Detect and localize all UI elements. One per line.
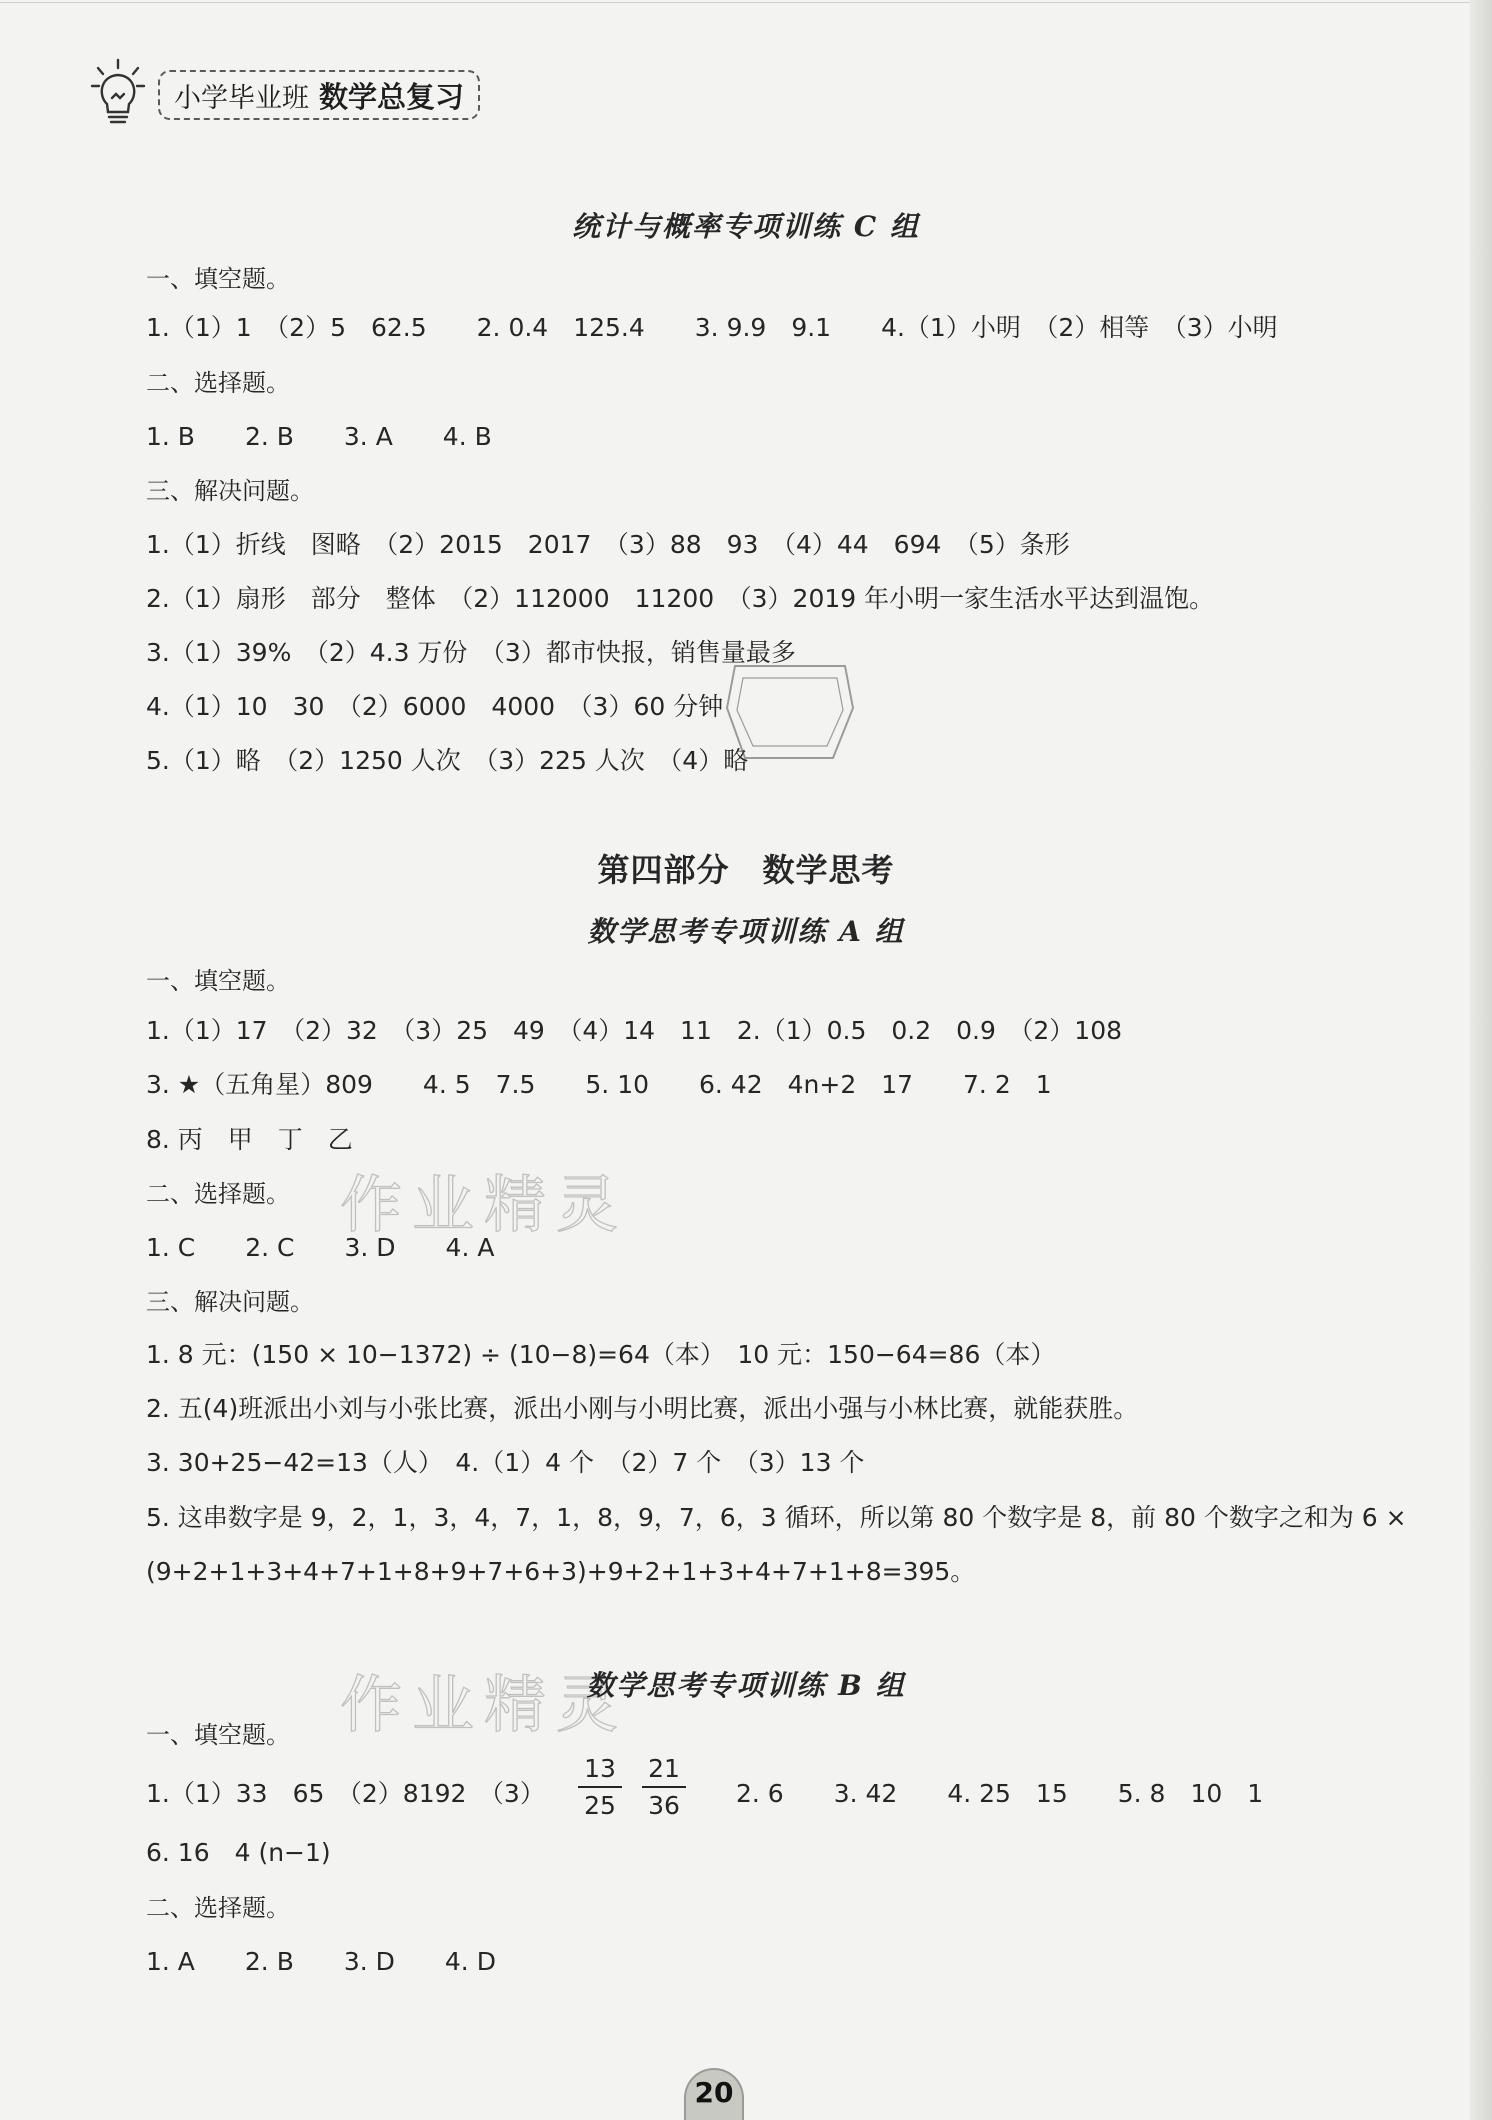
watermark: 作业精灵 xyxy=(340,1168,629,1241)
heading-fill-blank: 一、填空题。 xyxy=(146,967,290,995)
answer-line: 4.（1）10 30 （2）6000 4000 （3）60 分钟 xyxy=(146,692,724,721)
fraction xyxy=(642,1754,686,1820)
answer-line: 2. 6 3. 42 4. 25 15 5. 8 10 1 xyxy=(736,1779,1264,1808)
part-title: 第四部分 数学思考 xyxy=(597,851,895,889)
fraction-bar xyxy=(578,1786,622,1788)
fraction-denominator: 25 xyxy=(584,1791,616,1820)
page-number: 20 xyxy=(684,2068,744,2120)
section-title-stat-c: 统计与概率专项训练 C 组 xyxy=(572,210,920,243)
heading-problems: 三、解决问题。 xyxy=(146,1288,314,1316)
top-edge-line xyxy=(0,2,1492,3)
fraction-numerator: 13 xyxy=(584,1754,616,1783)
answer-line: 3.（1）39% （2）4.3 万份 （3）都市快报，销售量最多 xyxy=(146,638,796,667)
answer-line: 8. 丙 甲 丁 乙 xyxy=(146,1125,353,1154)
answer-line: 1.（1）1 （2）5 62.5 2. 0.4 125.4 3. 9.9 9.1 4.（1）小明 （2）相等 （3）小明 xyxy=(146,313,1278,342)
lightbulb-icon xyxy=(90,58,146,128)
answer-line: 5. 这串数字是 9，2，1，3，4，7，1，8，9，7，6，3 循环，所以第 80 个数字是 8，前 80 个数字之和为 6 × xyxy=(146,1503,1407,1532)
answer-line: 3. 30+25−42=13（人） 4.（1）4 个 （2）7 个 （3）13 个 xyxy=(146,1448,865,1477)
answer-line: 5.（1）略 （2）1250 人次 （3）225 人次 （4）略 xyxy=(146,746,749,775)
section-title-think-b: 数学思考专项训练 B 组 xyxy=(586,1669,906,1702)
fraction xyxy=(578,1754,622,1820)
series-name: 小学毕业班 xyxy=(174,82,309,114)
series-badge xyxy=(158,70,480,120)
heading-choice: 二、选择题。 xyxy=(146,1180,290,1208)
answer-line: 1. A 2. B 3. D 4. D xyxy=(146,1947,496,1976)
answer-line: 1. 8 元：(150 × 10−1372) ÷ (10−8)=64（本） 10 元：150−64=86（本） xyxy=(146,1340,1056,1369)
answer-line: 6. 16 4 (n−1) xyxy=(146,1838,331,1867)
heading-fill-blank: 一、填空题。 xyxy=(146,1721,290,1749)
answer-line: 1. C 2. C 3. D 4. A xyxy=(146,1233,495,1262)
page-edge-shadow xyxy=(1470,0,1492,2120)
answer-line: 3. ★（五角星）809 4. 5 7.5 5. 10 6. 42 4n+2 17 7. 2 1 xyxy=(146,1070,1052,1099)
fraction-denominator: 36 xyxy=(648,1791,680,1820)
answer-line: 2. 五(4)班派出小刘与小张比赛，派出小刚与小明比赛，派出小强与小林比赛，就能获胜。 xyxy=(146,1394,1139,1423)
fraction-bar xyxy=(642,1786,686,1788)
answer-line: 1.（1）17 （2）32 （3）25 49 （4）14 11 2.（1）0.5 0.2 0.9 （2）108 xyxy=(146,1016,1123,1045)
stamp-logo xyxy=(715,648,865,776)
heading-choice: 二、选择题。 xyxy=(146,1894,290,1922)
watermark: 作业精灵 xyxy=(340,1668,629,1741)
answer-line: 1. B 2. B 3. A 4. B xyxy=(146,422,492,451)
answer-line: 1.（1）折线 图略 （2）2015 2017 （3）88 93 （4）44 694 （5）条形 xyxy=(146,530,1070,559)
heading-fill-blank: 一、填空题。 xyxy=(146,265,290,293)
answer-line: 2.（1）扇形 部分 整体 （2）112000 11200 （3）2019 年小明一家生活水平达到温饱。 xyxy=(146,584,1215,613)
book-title: 数学总复习 xyxy=(319,79,465,114)
answer-line: (9+2+1+3+4+7+1+8+9+7+6+3)+9+2+1+3+4+7+1+8=395。 xyxy=(146,1557,976,1586)
fraction-numerator: 21 xyxy=(648,1754,680,1783)
heading-problems: 三、解决问题。 xyxy=(146,477,314,505)
section-title-think-a: 数学思考专项训练 A 组 xyxy=(587,915,905,948)
heading-choice: 二、选择题。 xyxy=(146,369,290,397)
answer-line: 1.（1）33 65 （2）8192 （3） xyxy=(146,1779,545,1808)
